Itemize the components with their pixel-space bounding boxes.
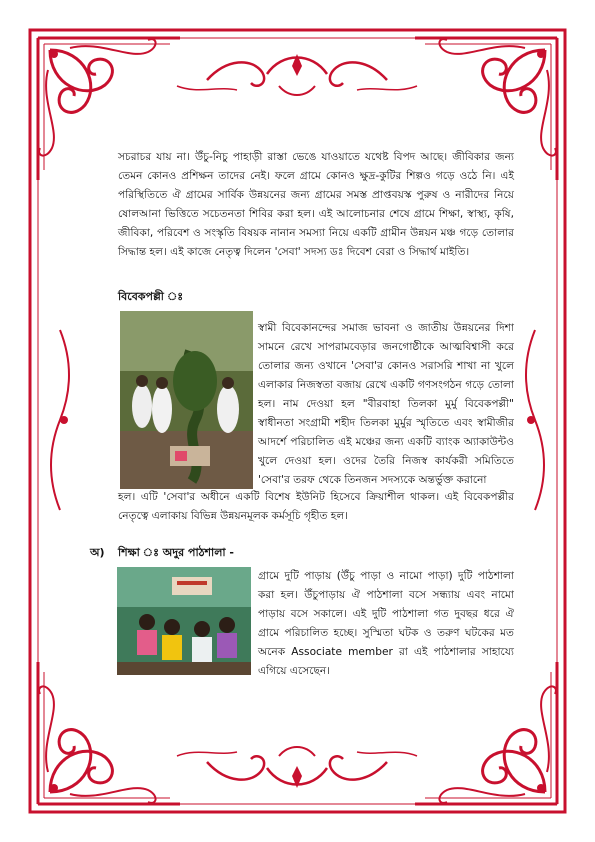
vivekpalli-photo [120, 311, 253, 489]
pathshala-side-text: গ্রামে দুটি পাড়ায় (উঁচু পাড়া ও নামো পাড়া) দুটি পাঠশালা করা হল। উঁচুপাড়ায় ঐ পাঠশালা বসে সন্ধ্যায় এবং নামো পাড়ায় বসে সকালে। এই দুটি পাঠশালা গত দুবছর ধরে ঐ গ্রামে পরিচালিত হচ্ছে। সুস্মিতা ঘটক ও তরুণ ঘটকের মত অনেক Associate member রা এই পাঠশালার সাহায্যে এগিয়ে এসেছেন। [258, 570, 514, 677]
pathshala-photo [117, 567, 251, 675]
section-heading-pathshala: শিক্ষা ঃ অদুর পাঠশালা - [118, 546, 234, 559]
section-heading-vivekpalli: বিবেকপল্লী ঃ [118, 290, 184, 303]
intro-paragraph: সচরাচর যায় না। উঁচু-নিচু পাহাড়ী রাস্তা ভেঙে যাওয়াতে যথেষ্ট বিপদ আছে। জীবিকার জন্য তেমন কোনও প্রশিক্ষন তাদের নেই। ফলে গ্রামে কোনও ক্ষুদ্র-কুটির শিল্পও গড়ে ওঠে নি। এই পরিস্থিতিতে ঐ গ্রামের সার্বিক উন্নয়নের জন্য গ্রামের সমস্ত প্রাপ্তবয়স্ক পুরুষ ও নারীদের নিয়ে ষোলআনা ভিত্তিতে সচেতনতা শিবির করা হল। এই আলোচনার শেষে গ্রামে শিক্ষা, স্বাস্থ্য, কৃষি, জীবিকা, পরিবেশ ও সংস্কৃতি বিষয়ক নানান সমস্যা নিয়ে একটি গ্রামীন উন্নয়ন মঞ্চ গড়ে তোলার সিদ্ধান্ত হল। এই কাজে নেতৃত্ব দিলেন 'সেবা' সদস্য ডঃ দিবেশ বেরা ও সিদ্ধার্থ মাইতি। [118, 151, 514, 258]
section-marker: অ) [90, 546, 105, 559]
vivekpalli-bottom-text: হল। এটি 'সেবা'র অধীনে একটি বিশেষ ইউনিট হিসেবে ক্রিয়াশীল থাকল। এই বিবেকপল্লীর নেতৃত্বে এলাকায় বিভিন্ন উন্নয়নমূলক কর্মসূচি গৃহীত হল। [118, 491, 514, 522]
vivekpalli-side-text: স্বামী বিবেকানন্দের সমাজ ভাবনা ও জাতীয় উন্নয়নের দিশা সামনে রেখে সাপরামবেড়ার জনগোষ্ঠীকে আত্মবিশ্বাসী করে তোলার জন্য ওখানে 'সেবা'র কোনও সরাসরি শাখা না খুলে এলাকার নিজস্বতা বজায় রেখে একটি গণসংগঠন গড়ে তোলা হল। নাম দেওয়া হল "বীরবাহা তিলকা মুর্মু বিবেকপল্লী" স্বাধীনতা সংগ্রামী শহীদ তিলকা মুর্মুর স্মৃতিতে এবং স্বামীজীর আদর্শে পরিচালিত এই মঞ্চের জন্য একটি ব্যাংক অ্যাকাউন্টও খুলে দেওয়া হল। ওদের তৈরি নিজস্ব কার্যকরী সমিতিতে 'সেবা'র তরফ থেকে তিনজন সদস্যকে অন্তর্ভুক্ত করানো [258, 322, 514, 486]
